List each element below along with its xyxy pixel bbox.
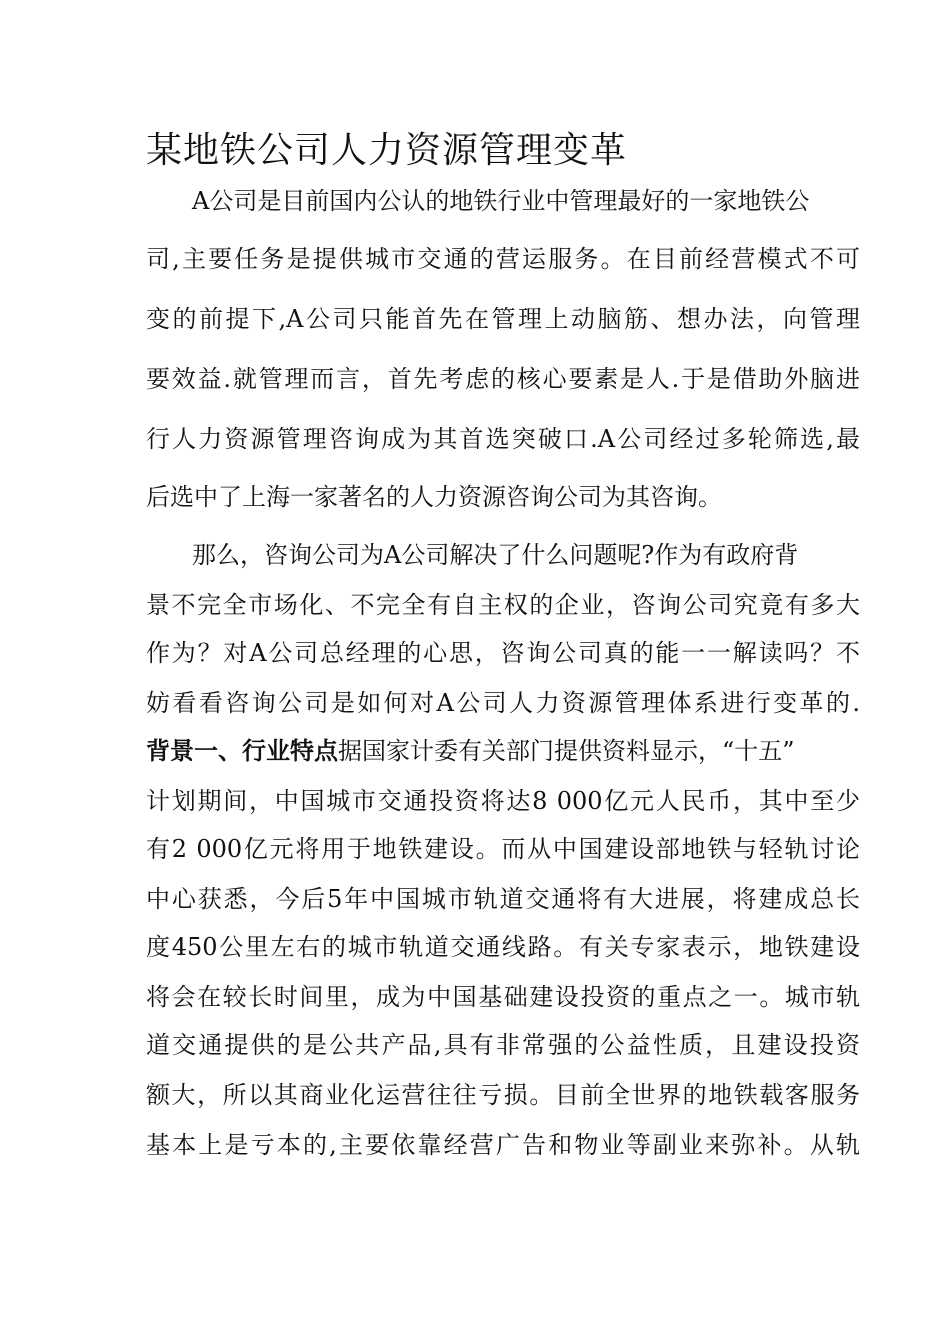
- paragraph-line: 变的前提下,A公司只能首先在管理上动脑筋、想办法，向管理: [146, 305, 860, 333]
- paragraph-line: 作为？对A公司总经理的心思，咨询公司真的能一一解读吗？不: [146, 639, 860, 667]
- paragraph-line: 行人力资源管理咨询成为其首选突破口.A公司经过多轮筛选,最: [146, 425, 860, 453]
- paragraph-line: 司,主要任务是提供城市交通的营运服务。在目前经营模式不可: [146, 245, 860, 273]
- paragraph-line: 有2 000亿元将用于地铁建设。而从中国建设部地铁与轻轨讨论: [146, 835, 860, 863]
- paragraph-line: 基本上是亏本的,主要依靠经营广告和物业等副业来弥补。从轨: [146, 1131, 860, 1159]
- section-heading: 背景一、行业特点: [146, 736, 338, 765]
- paragraph-line: 后选中了上海一家著名的人力资源咨询公司为其咨询。: [146, 483, 722, 511]
- paragraph-line: 中心获悉，今后5年中国城市轨道交通将有大进展，将建成总长: [146, 885, 860, 913]
- document-title: 某地铁公司人力资源管理变革: [146, 130, 628, 171]
- paragraph-line: 道交通提供的是公共产品,具有非常强的公益性质，且建设投资: [146, 1031, 860, 1059]
- paragraph-line: 那么，咨询公司为A公司解决了什么问题呢?作为有政府背: [192, 541, 799, 569]
- paragraph-line: 要效益.就管理而言，首先考虑的核心要素是人.于是借助外脑进: [146, 365, 860, 393]
- paragraph-line: 度450公里左右的城市轨道交通线路。有关专家表示，地铁建设: [146, 933, 860, 961]
- section-paragraph-line: [146, 736, 860, 766]
- paragraph-line: A公司是目前国内公认的地铁行业中管理最好的一家地铁公: [192, 187, 810, 215]
- paragraph-line: 将会在较长时间里，成为中国基础建设投资的重点之一。城市轨: [146, 983, 860, 1011]
- paragraph-line: 额大，所以其商业化运营往往亏损。目前全世界的地铁载客服务: [146, 1081, 860, 1109]
- paragraph-line: 景不完全市场化、不完全有自主权的企业，咨询公司究竟有多大: [146, 591, 860, 619]
- paragraph-line: 妨看看咨询公司是如何对A公司人力资源管理体系进行变革的.: [146, 689, 860, 717]
- paragraph-text: 据国家计委有关部门提供资料显示，“十五”: [338, 737, 795, 765]
- paragraph-line: 计划期间，中国城市交通投资将达8 000亿元人民币，其中至少: [146, 787, 860, 815]
